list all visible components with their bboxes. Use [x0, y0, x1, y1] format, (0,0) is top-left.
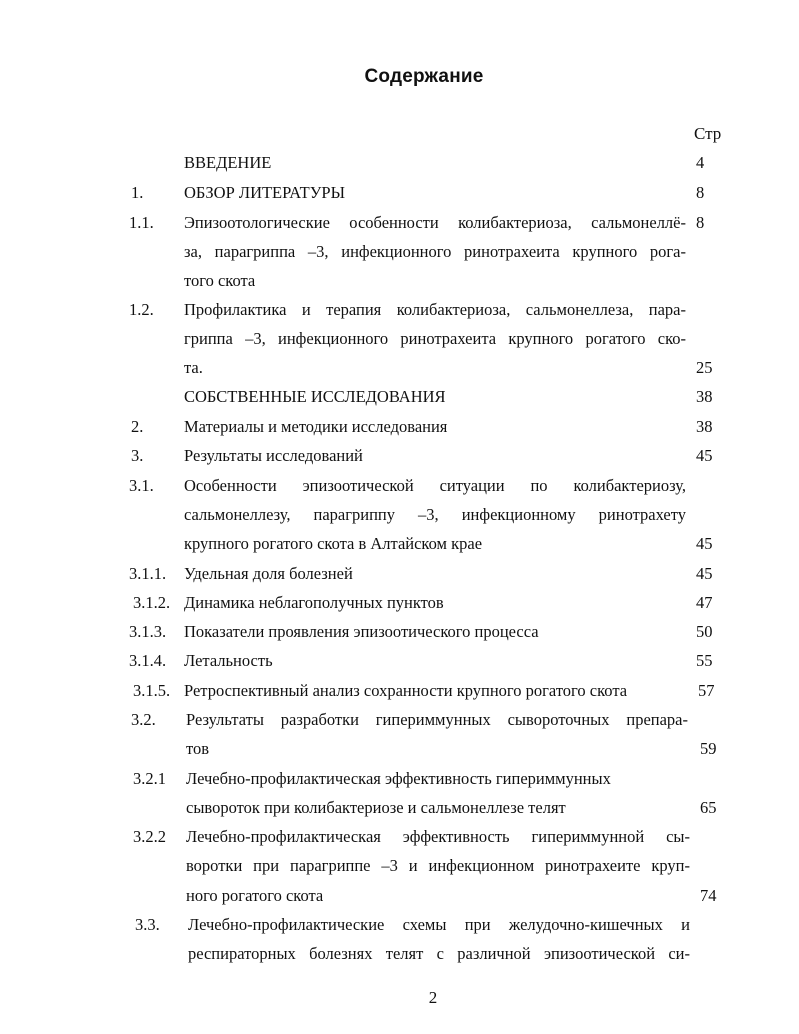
toc-entry-page: 38: [696, 417, 713, 436]
toc-entry-text: СОБСТВЕННЫЕ ИССЛЕДОВАНИЯ: [184, 387, 446, 406]
toc-entry-page: 45: [696, 564, 713, 583]
toc-entry-number: 3.2.2: [133, 827, 166, 846]
toc-entry-page: 47: [696, 593, 713, 612]
toc-entry-text: сальмонеллезу, парагриппу –3, инфекционному ринотрахету: [184, 505, 686, 524]
toc-entry-number: 3.1.5.: [133, 681, 171, 700]
toc-entry-number: 3.3.: [135, 915, 160, 934]
toc-entry-page: 38: [696, 387, 713, 406]
toc-entry-text: ВВЕДЕНИЕ: [184, 153, 272, 172]
toc-entry-text: воротки при парагриппе –3 и инфекционном ринотрахеите круп-: [186, 856, 690, 875]
toc-entry-number: 3.2.: [131, 710, 156, 729]
toc-entry-page: 8: [696, 213, 705, 232]
toc-entry-text: Лечебно-профилактическая эффективность гипериммунных: [186, 769, 611, 788]
toc-entry-text: гриппа –3, инфекционного ринотрахеита крупного рогатого ско-: [184, 329, 686, 348]
toc-entry-number: 3.: [131, 446, 144, 465]
toc-entry-text: Особенности эпизоотической ситуации по колибактериозу,: [184, 476, 686, 495]
toc-entry-text: ного рогатого скота: [186, 886, 324, 905]
toc-entry-text: за, парагриппа –3, инфекционного ринотрахеита крупного рога-: [184, 242, 686, 261]
toc-entry-number: 1.: [131, 183, 144, 202]
toc-entry-page: 45: [696, 534, 713, 553]
toc-entry-text: Лечебно-профилактические схемы при желудочно-кишечных и: [188, 915, 690, 934]
toc-entry-number: 3.1.1.: [129, 564, 167, 583]
toc-entry-page: 55: [696, 651, 713, 670]
toc-entry-number: 3.1.4.: [129, 651, 167, 670]
toc-entry-text: Показатели проявления эпизоотического процесса: [184, 622, 539, 641]
toc-entry-number: 1.2.: [129, 300, 154, 319]
toc-entry-text: Результаты разработки гипериммунных сывороточных препара-: [186, 710, 688, 729]
toc-entry-text: Материалы и методики исследования: [184, 417, 448, 436]
toc-entry-page: 74: [700, 886, 717, 905]
toc-entry-text: ОБЗОР ЛИТЕРАТУРЫ: [184, 183, 345, 202]
toc-entry-text: Динамика неблагополучных пунктов: [184, 593, 444, 612]
toc-entry-text: Лечебно-профилактическая эффективность гипериммунной сы-: [186, 827, 690, 846]
toc-entry-number: 3.1.3.: [129, 622, 167, 641]
toc-entry-text: Профилактика и терапия колибактериоза, сальмонеллеза, пара-: [184, 300, 686, 319]
document-title: Содержание: [364, 66, 484, 87]
toc-entry-text: Ретроспективный анализ сохранности крупного рогатого скота: [184, 681, 628, 700]
toc-entry-text: крупного рогатого скота в Алтайском крае: [184, 534, 483, 553]
toc-entry-text: тов: [186, 739, 210, 758]
toc-entry-page: 50: [696, 622, 713, 641]
toc-entry-number: 3.1.2.: [133, 593, 171, 612]
toc-entry-text: Эпизоотологические особенности колибактериоза, сальмонеллё-: [184, 213, 686, 232]
toc-entry-text: Летальность: [184, 651, 273, 670]
toc-entry-intro: [184, 153, 271, 173]
page-number: 2: [428, 988, 438, 1007]
toc-entry-page: 8: [696, 183, 705, 202]
toc-entry-page: 65: [700, 798, 717, 817]
toc-entry-number: 3.1.: [129, 476, 154, 495]
toc-entry-text: Удельная доля болезней: [184, 564, 353, 583]
toc-entry-text: сывороток при колибактериозе и сальмонеллезе телят: [186, 798, 566, 817]
toc-entry-text: та.: [184, 358, 203, 377]
toc-entry-text: того скота: [184, 271, 256, 290]
toc-entry-page: 4: [696, 153, 705, 172]
toc-entry-page: 57: [698, 681, 715, 700]
toc-entry-number: 1.1.: [129, 213, 154, 232]
toc-entry-page: 59: [700, 739, 717, 758]
page-column-header: Стр: [694, 124, 722, 143]
toc-entry-page: 45: [696, 446, 713, 465]
toc-entry-text: Результаты исследований: [184, 446, 363, 465]
toc-entry-page: 25: [696, 358, 713, 377]
toc-entry-text: респираторных болезнях телят с различной эпизоотической си-: [188, 944, 690, 963]
toc-entry-number: 2.: [131, 417, 144, 436]
toc-entry-number: 3.2.1: [133, 769, 166, 788]
